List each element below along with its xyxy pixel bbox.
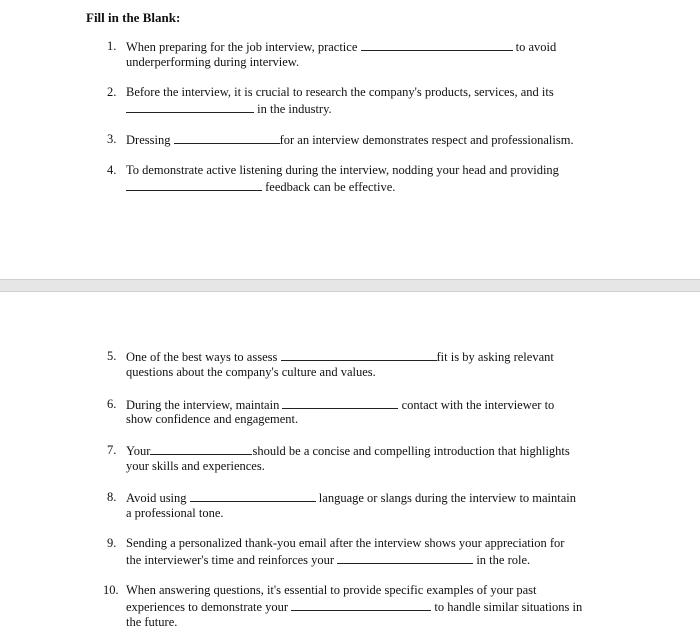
question-number: 1. bbox=[107, 39, 117, 53]
answer-blank[interactable] bbox=[126, 179, 262, 191]
question-number: 8. bbox=[107, 490, 117, 504]
question-number: 5. bbox=[107, 349, 117, 363]
answer-blank[interactable] bbox=[150, 443, 252, 455]
worksheet-page-2 bbox=[0, 291, 700, 644]
question-6-line-1: During the interview, maintain contact with the interviewer to bbox=[126, 398, 555, 412]
answer-blank[interactable] bbox=[174, 132, 280, 144]
question-3-line-1: Dressing for an interview demonstrates respect and professionalism. bbox=[126, 133, 574, 147]
question-4-line-1: To demonstrate active listening during the interview, nodding your head and providing bbox=[126, 163, 559, 177]
answer-blank[interactable] bbox=[282, 397, 398, 409]
question-number: 4. bbox=[107, 163, 117, 177]
answer-blank[interactable] bbox=[337, 552, 473, 564]
answer-blank[interactable] bbox=[361, 39, 513, 51]
question-7-line-1: Your should be a concise and compelling introduction that highlights bbox=[126, 444, 570, 458]
question-5-line-1: One of the best ways to assess fit is by asking relevant bbox=[126, 350, 554, 364]
worksheet-page-1 bbox=[0, 0, 700, 280]
question-number: 3. bbox=[107, 132, 117, 146]
question-number: 7. bbox=[107, 443, 117, 457]
question-number: 2. bbox=[107, 85, 117, 99]
question-number: 10. bbox=[103, 583, 119, 597]
question-7-line-2: your skills and experiences. bbox=[126, 459, 265, 473]
question-8-line-1: Avoid using language or slangs during the interview to maintain bbox=[126, 491, 577, 505]
question-5-line-2: questions about the company's culture and values. bbox=[126, 365, 376, 379]
question-2-line-1: Before the interview, it is crucial to research the company's products, services, and its bbox=[126, 85, 554, 99]
question-8-line-2: a professional tone. bbox=[126, 506, 224, 520]
question-10-line-2: experiences to demonstrate your to handle similar situations in bbox=[126, 600, 583, 614]
answer-blank[interactable] bbox=[126, 101, 254, 113]
question-number: 6. bbox=[107, 397, 117, 411]
question-number: 9. bbox=[107, 536, 117, 550]
answer-blank[interactable] bbox=[291, 599, 431, 611]
question-2-line-2: in the industry. bbox=[126, 101, 332, 116]
question-9-line-1: Sending a personalized thank-you email after the interview shows your appreciation for bbox=[126, 536, 565, 550]
page-title: Fill in the Blank: bbox=[86, 10, 181, 25]
answer-blank[interactable] bbox=[281, 349, 437, 361]
question-10-line-3: the future. bbox=[126, 615, 178, 629]
question-6-line-2: show confidence and engagement. bbox=[126, 412, 299, 426]
answer-blank[interactable] bbox=[190, 490, 316, 502]
question-1-line-1: When preparing for the job interview, practice to avoid bbox=[126, 40, 557, 54]
question-1-line-2: underperforming during interview. bbox=[126, 55, 300, 69]
question-9-line-2: the interviewer's time and reinforces your in the role. bbox=[126, 553, 531, 567]
question-10-line-1: When answering questions, it's essential to provide specific examples of your past bbox=[126, 583, 537, 597]
question-4-line-2: feedback can be effective. bbox=[126, 179, 395, 194]
